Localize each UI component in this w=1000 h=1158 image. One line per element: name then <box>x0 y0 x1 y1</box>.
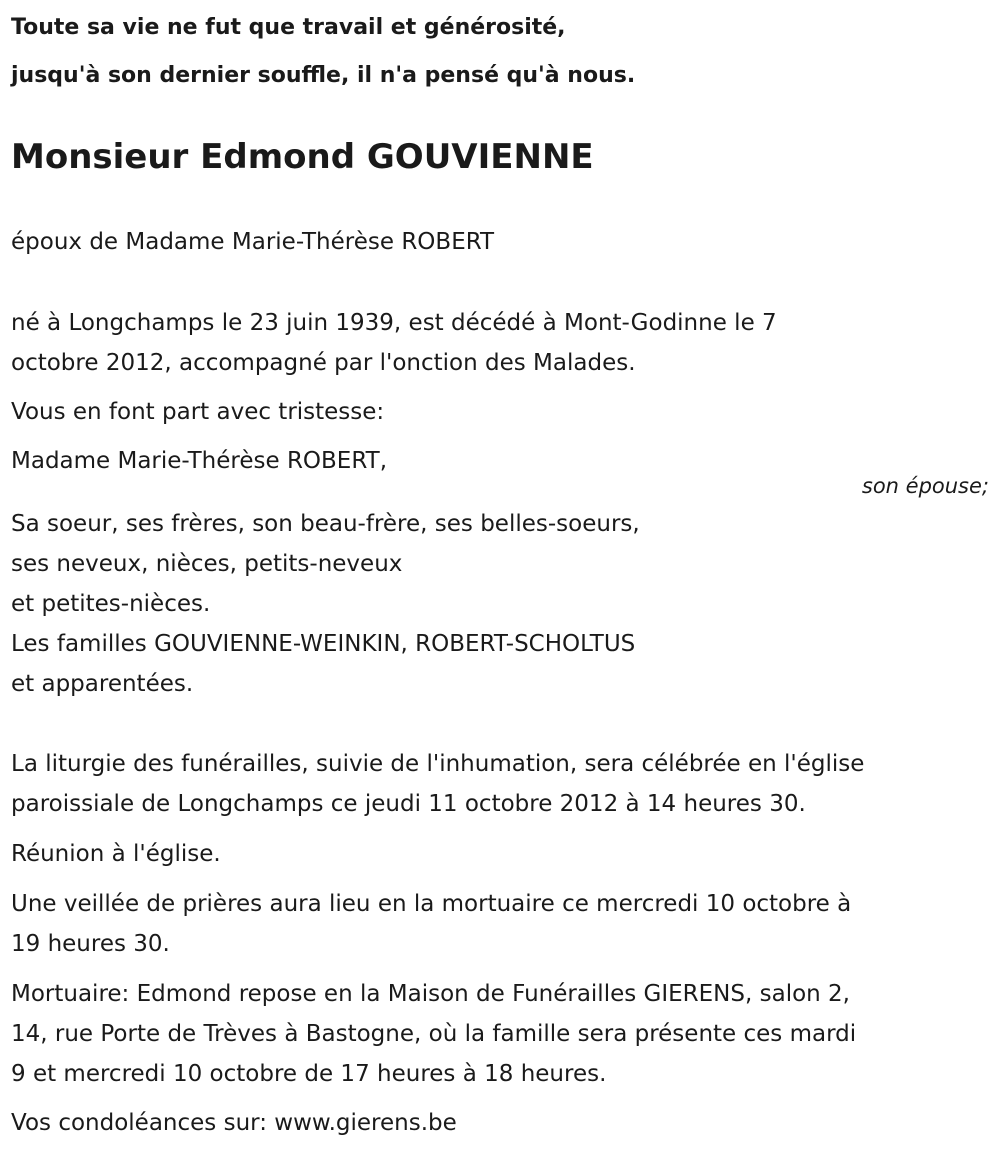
spouse-line: époux de Madame Marie-Thérèse ROBERT <box>11 229 495 255</box>
birth-death-line-1: né à Longchamps le 23 juin 1939, est décédé à Mont-Godinne le 7 <box>11 310 777 336</box>
vigil-line-1: Une veillée de prières aura lieu en la mortuaire ce mercredi 10 octobre à <box>11 891 852 917</box>
funeral-line-2: paroissiale de Longchamps ce jeudi 11 octobre 2012 à 14 heures 30. <box>11 791 806 817</box>
mortuary-line-3: 9 et mercredi 10 octobre de 17 heures à 18 heures. <box>11 1061 607 1087</box>
spouse-name: Madame Marie-Thérèse ROBERT, <box>11 448 388 474</box>
spouse-role: son épouse; <box>861 474 989 498</box>
epigraph-line-1: Toute sa vie ne fut que travail et générosité, <box>11 15 566 40</box>
condolences-line: Vos condoléances sur: www.gierens.be <box>11 1110 457 1136</box>
relatives-line-1: Sa soeur, ses frères, son beau-frère, ses belles-soeurs, <box>11 511 640 537</box>
announcement-intro: Vous en font part avec tristesse: <box>11 399 385 425</box>
relatives-line-2: ses neveux, nièces, petits-neveux <box>11 551 403 577</box>
mortuary-line-2: 14, rue Porte de Trèves à Bastogne, où la famille sera présente ces mardi <box>11 1021 857 1047</box>
relatives-line-5: et apparentées. <box>11 671 194 697</box>
meeting-line: Réunion à l'église. <box>11 841 221 867</box>
relatives-line-4: Les familles GOUVIENNE-WEINKIN, ROBERT-SCHOLTUS <box>11 631 636 657</box>
relatives-line-3: et petites-nièces. <box>11 591 211 617</box>
mortuary-line-1: Mortuaire: Edmond repose en la Maison de Funérailles GIERENS, salon 2, <box>11 981 850 1007</box>
vigil-line-2: 19 heures 30. <box>11 931 170 957</box>
birth-death-line-2: octobre 2012, accompagné par l'onction des Malades. <box>11 350 636 376</box>
funeral-line-1: La liturgie des funérailles, suivie de l'inhumation, sera célébrée en l'église <box>11 751 865 777</box>
epigraph-line-2: jusqu'à son dernier souffle, il n'a pensé qu'à nous. <box>11 63 636 88</box>
deceased-name: Monsieur Edmond GOUVIENNE <box>11 137 594 177</box>
